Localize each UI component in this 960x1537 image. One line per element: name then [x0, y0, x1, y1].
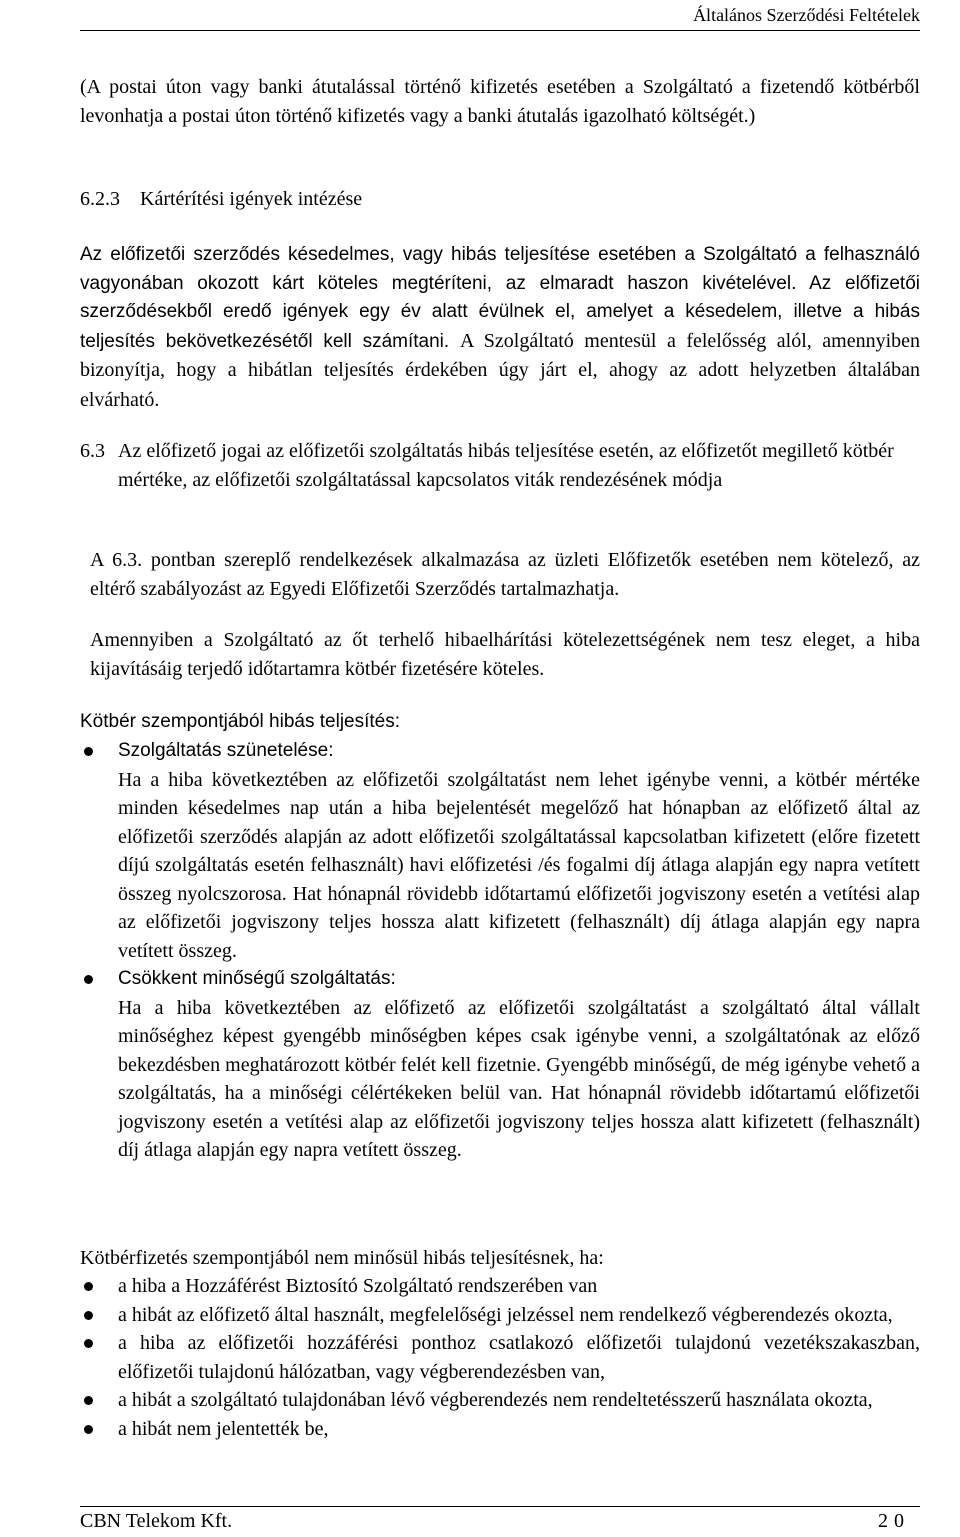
faulty-performance-list — [80, 737, 920, 1165]
list-item-text: Ha a hiba következtében az előfizető az előfizetői szolgáltatást a szolgáltató által vállalt minőséghez képest gyengébb minőségben képes csak igénybe venni, a szolgáltatónak az előző bekezdésben meghatározott kötbér felét kell fizetnie. Gyengébb minőségű, de még igénybe vehető a szolgáltatás, ha a minőségi célértékeken belül van. Hat hónapnál rövidebb időtartamú előfizetői jogviszony esetén a vetítési alap az előfizetői jogviszony teljes hossza alatt kifizetett (felhasznált) díj átlaga alapján egy napra vetített összeg. — [118, 996, 920, 1161]
bullet-icon — [84, 747, 93, 756]
list-item-title: Szolgáltatás szünetelése: — [118, 740, 334, 761]
bullet-icon — [84, 1311, 93, 1320]
list-item — [80, 1386, 920, 1415]
paragraph-penalty-obligation: Amennyiben a Szolgáltató az őt terhelő hibaelhárítási kötelezettségének nem tesz eleget, a hiba kijavításáig terjedő időtartamra kötbér fizetésére köteles. — [90, 629, 920, 680]
faulty-performance-intro: Kötbér szempontjából hibás teljesítés: — [80, 711, 401, 732]
list-item-text: Ha a hiba következtében az előfizetői szolgáltatást nem lehet igénybe venni, a kötbér mértéke minden késedelmes nap után a hiba bejelentését megelőző hat hónapban az előfizető által az előfizetői szerződés alapján az adott előfizetői szolgáltatással kapcsolatban kifizetett (előre fizetett díjú szolgáltatás esetén felhasznált) havi előfizetési /és fogalmi díj átlaga alapján egy napra vetített összeg nyolcszorosa. Hat hónapnál rövidebb időtartamú előfizetői jogviszony esetén a vetítési alap az előfizetői jogviszony teljes hossza alatt kifizetett (felhasznált) díj átlaga alapján egy napra vetített összeg. — [118, 768, 920, 962]
section-6-3-heading — [80, 437, 920, 494]
list-item-title: Csökkent minőségű szolgáltatás: — [118, 968, 396, 989]
list-item-text: a hibát nem jelentették be, — [118, 1417, 329, 1440]
damage-sentence-3: A Szolgáltató mentesül a felelősség alól, amennyiben bizonyítja, hogy a hibátlan teljesítés érdekében úgy járt el, ahogy az adott helyzetben általában elvárható. — [80, 329, 921, 411]
list-item — [80, 737, 920, 965]
list-item — [80, 1415, 920, 1444]
paragraph-damage-claims — [80, 241, 920, 415]
paragraph-postal-deduction: (A postai úton vagy banki átutalással történő kifizetés esetében a Szolgáltató a fizetendő kötbérből levonhatja a postai úton történő kifizetés vagy a banki átutalás igazolható költségét.) — [80, 76, 920, 127]
list-item-text: a hibát a szolgáltató tulajdonában lévő végberendezés nem rendeltetésszerű használata okozta, — [118, 1389, 873, 1411]
page-number: 20 — [878, 1510, 910, 1532]
list-item-text: a hiba az előfizetői hozzáférési ponthoz csatlakozó előfizetői tulajdonú vezetékszakaszban, előfizetői tulajdonú hálózatban, vagy végberendezésben van, — [118, 1332, 920, 1383]
footer-company: CBN Telekom Kft. — [80, 1510, 233, 1532]
list-item — [80, 1272, 920, 1301]
list-item — [80, 1329, 920, 1386]
section-6-2-3-heading — [80, 185, 920, 214]
paragraph-business-subscribers: A 6.3. pontban szereplő rendelkezések alkalmazása az üzleti Előfizetők esetében nem kötelező, az eltérő szabályozást az Egyedi Előfizetői Szerződés tartalmazhatja. — [90, 549, 920, 600]
bullet-icon — [84, 1339, 93, 1348]
section-number: 6.3 — [80, 440, 105, 462]
not-faulty-intro: Kötbérfizetés szempontjából nem minősül hibás teljesítésnek, ha: — [80, 1247, 604, 1269]
bullet-icon — [84, 975, 93, 984]
section-title: Az előfizető jogai az előfizetői szolgáltatás hibás teljesítése esetén, az előfizetőt megillető kötbér mértéke, az előfizetői szolgáltatással kapcsolatos viták rendezésének módja — [118, 440, 894, 491]
header-rule — [80, 30, 920, 31]
list-item-text: a hibát az előfizető által használt, megfelelőségi jelzéssel nem rendelkező végberendezés okozta, — [118, 1303, 893, 1326]
damage-sentence-1: Az előfizetői szerződés késedelmes, vagy hibás teljesítése esetében a Szolgáltató a felhasználó vagyonában okozott kárt köteles megtéríteni, az elmaradt haszon kivételével. — [80, 244, 920, 294]
header-title: Általános Szerződési Feltételek — [693, 5, 920, 25]
list-item — [80, 965, 920, 1165]
section-title: Kártérítési igények intézése — [140, 188, 363, 210]
bullet-icon — [84, 1282, 93, 1291]
list-item-text: a hiba a Hozzáférést Biztosító Szolgáltató rendszerében van — [118, 1275, 598, 1297]
list-item — [80, 1301, 920, 1330]
section-number: 6.2.3 — [80, 188, 120, 210]
bullet-icon — [84, 1425, 93, 1434]
not-faulty-list — [80, 1272, 920, 1443]
footer-rule — [80, 1506, 920, 1507]
bullet-icon — [84, 1396, 93, 1405]
damage-sentence-2: Az előfizetői szerződésekből eredő igények egy év alatt évülnek el, amelyet a késedelem, illetve a hibás teljesítés bekövetkezésétől kell számítani. — [80, 272, 920, 352]
